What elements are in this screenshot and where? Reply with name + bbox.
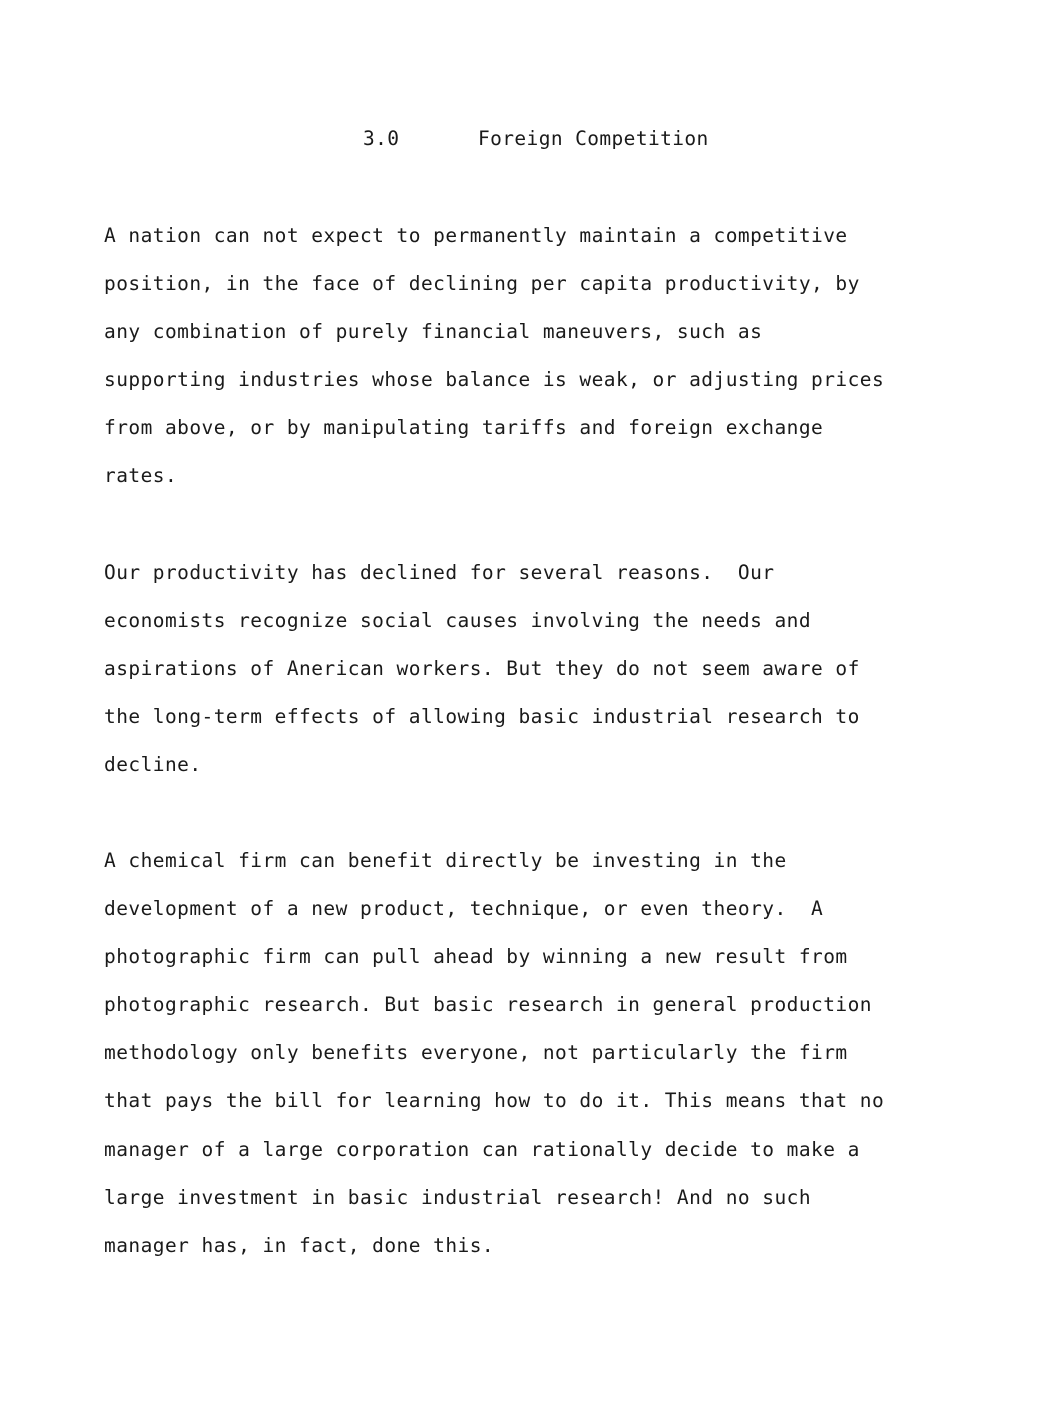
paragraph-line: from above, or by manipulating tariffs and foreign exchange (104, 416, 824, 440)
paragraph-line: position, in the face of declining per capita productivity, by (104, 272, 860, 296)
paragraph-line: A chemical firm can benefit directly be investing in the (104, 849, 787, 872)
paragraph-line: large investment in basic industrial research! And no such (104, 1185, 812, 1209)
paragraph-line: economists recognize social causes involving the needs and (104, 609, 812, 633)
paragraph-2 (104, 549, 860, 789)
paragraph-line: that pays the bill for learning how to do it. This means that no (104, 1089, 885, 1113)
paragraph-line: manager of a large corporation can rationally decide to make a (104, 1137, 860, 1161)
paragraph-line: manager has, in fact, done this. (104, 1233, 495, 1257)
section-heading (363, 124, 709, 154)
paragraph-line: A nation can not expect to permanently maintain a competitive (104, 224, 848, 247)
paragraph-line: photographic research. But basic research in general production (104, 993, 872, 1017)
paragraph-1 (104, 212, 884, 501)
paragraph-line: Our productivity has declined for several reasons. Our (104, 561, 775, 584)
paragraph-line: aspirations of Anerican workers. But they do not seem aware of (104, 657, 860, 681)
section-title: Foreign Competition (478, 127, 709, 150)
paragraph-3 (104, 837, 884, 1270)
paragraph-line: development of a new product, technique, or even theory. A (104, 897, 824, 921)
paragraph-line: any combination of purely financial maneuvers, such as (104, 320, 763, 344)
paragraph-line: supporting industries whose balance is weak, or adjusting prices (104, 368, 885, 392)
paragraph-line: rates. (104, 464, 178, 488)
paragraph-line: methodology only benefits everyone, not particularly the firm (104, 1041, 848, 1065)
paragraph-line: photographic firm can pull ahead by winning a new result from (104, 945, 848, 969)
section-number: 3.0 (363, 127, 400, 150)
paragraph-line: decline. (104, 753, 202, 777)
paragraph-line: the long-term effects of allowing basic industrial research to (104, 705, 860, 729)
